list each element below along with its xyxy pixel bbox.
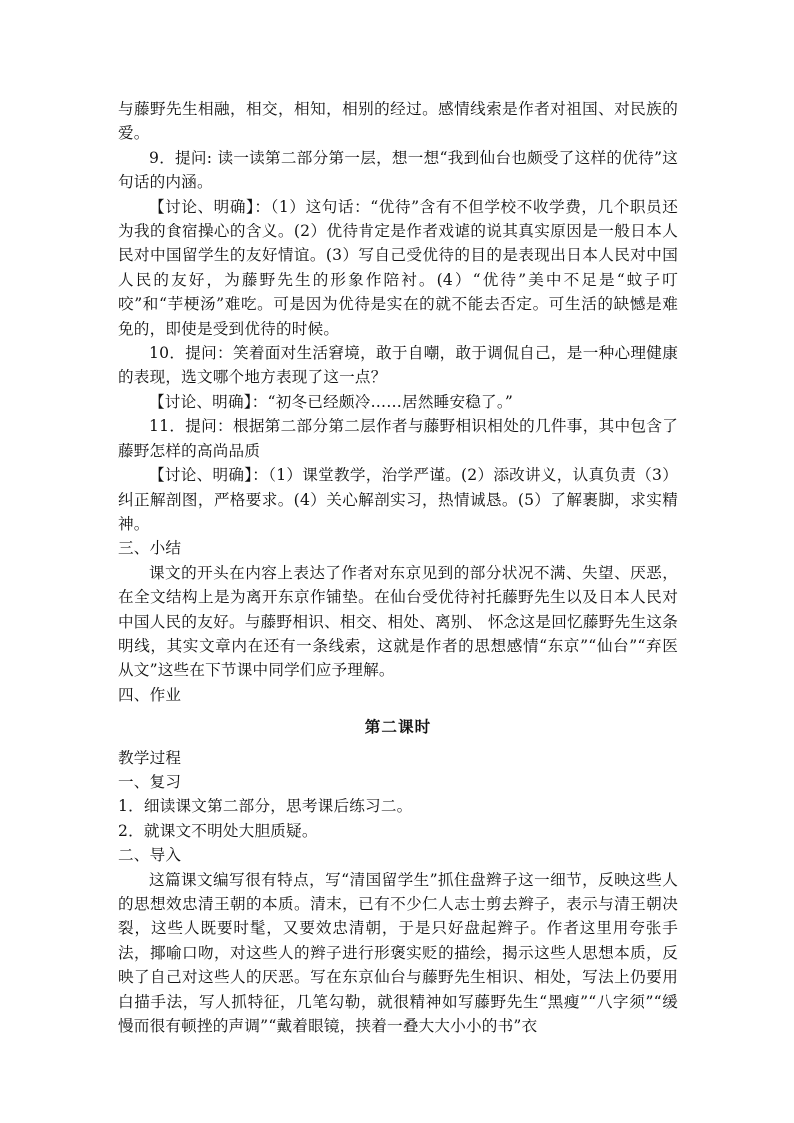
lesson-2-title: 第二课时 <box>364 717 432 737</box>
section-homework-heading: 四、作业 <box>118 685 182 704</box>
section-summary-heading: 三、小结 <box>118 539 182 558</box>
paragraph-emotion-clue: 与藤野先生相融，相交，相知，相别的经过。感情线索是作者对祖国、对民族的爱。 <box>118 100 678 143</box>
question-9: 9．提问: 读一读第二部分第一层，想一想“我到仙台也颇受了这样的优待”这句话的内涵。 <box>118 148 678 192</box>
answer-11: 【讨论、明确】：（1）课堂教学，治学严谨。(2）添改讲义，认真负责（3）纠正解剖图，严格要求。(4）关心解剖实习，热情诚恳。(5）了解裹脚，求实精神。 <box>118 466 678 533</box>
document-body <box>118 97 678 1038</box>
intro-paragraph: 这篇课文编写很有特点，写“清国留学生”抓住盘辫子这一细节，反映这些人的思想效忠清王朝的本质。清末，已有不少仁人志士剪去辫子，表示与清王朝决裂，这些人既要时髦，又要效忠清朝，于是只好盘起辫子。作者这里用夸张手法，揶喻口吻，对这些人的辫子进行形褒实贬的描绘，揭示这些人思想本质，反映了自己对这些人的厌恶。写在东京仙台与藤野先生相识、相处，写法上仍要用白描手法，写人抓特征，几笔勾勒，就很精神如写藤野先生“黑瘦”“八字须”“缓慢而很有顿挫的声调”“戴着眼镜，挟着一叠大大小小的书”衣 <box>118 870 678 1036</box>
teaching-process-heading: 教学过程 <box>118 748 182 767</box>
section-review-heading: 一、复习 <box>118 772 182 791</box>
section-intro-heading: 二、导入 <box>118 846 182 865</box>
question-10: 10．提问：笑着面对生活窘境，敢于自嘲，敢于调侃自己，是一种心理健康的表现，选文哪个地方表现了这一点？ <box>118 344 678 387</box>
question-11: 11．提问：根据第二部分第二层作者与藤野相识相处的几件事，其中包含了藤野怎样的高尚品质 <box>118 417 678 460</box>
review-item-1: 1．细读课文第二部分，思考课后练习二。 <box>118 797 413 816</box>
summary-paragraph: 课文的开头在内容上表达了作者对东京见到的部分状况不满、失望、厌恶，在全文结构上是为离开东京作铺垫。在仙台受优待衬托藤野先生以及日本人民对中国人民的友好。与藤野相识、相交、相处、离别、 怀念这是回忆藤野先生这条明线，其实文章内在还有一条线索，这就是作者的思想感情“东京”“仙台”“弃医从文”这些在下节课中同学们应予理解。 <box>118 563 678 680</box>
review-item-2: 2．就课文不明处大胆质疑。 <box>118 821 318 840</box>
answer-10: 【讨论、明确】：“初冬已经颇冷……居然睡安稳了。” <box>149 392 514 411</box>
answer-9: 【讨论、明确】：（1）这句话：“优待”含有不但学校不收学费，几个职员还为我的食宿操心的含义。(2）优待肯定是作者戏谑的说其真实原因是一般日本人民对中国留学生的友好情谊。(3）写自己受优待的目的是表现出日本人民对中国人民的友好，为藤野先生的形象作陪衬。(4）“优待”美中不足是“蚊子叮咬”和“芋梗汤”难吃。可是因为优待是实在的就不能去否定。可生活的缺憾是难免的，即使是受到优待的时候。 <box>118 197 678 338</box>
